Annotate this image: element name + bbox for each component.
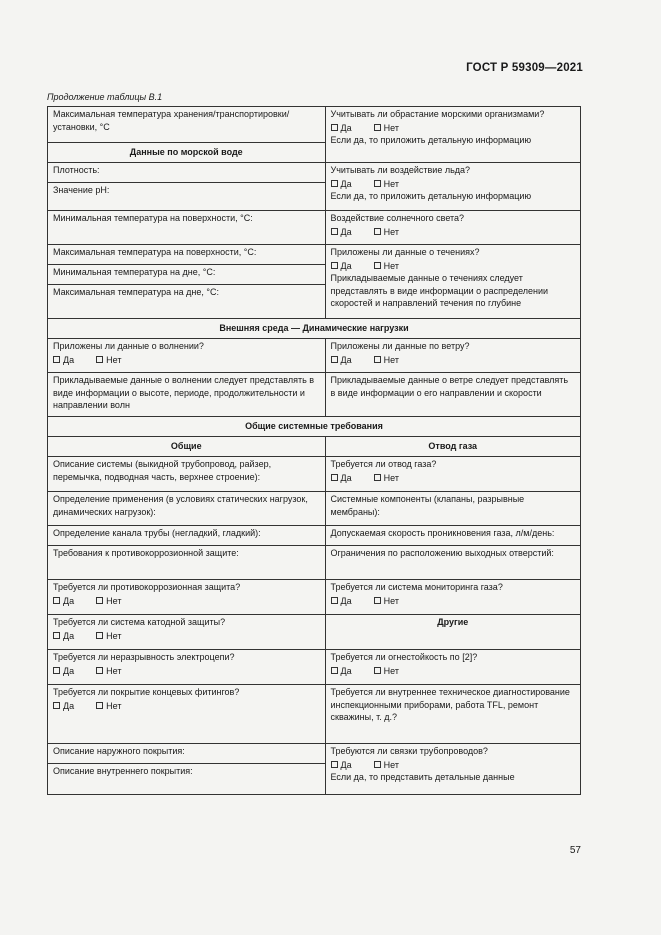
checkbox-icon[interactable]	[374, 356, 381, 363]
checkbox-icon[interactable]	[331, 262, 338, 269]
checkbox-icon[interactable]	[374, 761, 381, 768]
checkbox-icon[interactable]	[53, 632, 60, 639]
checkbox-icon[interactable]	[331, 124, 338, 131]
subheader-general: Общие	[48, 437, 326, 457]
checkbox-icon[interactable]	[331, 667, 338, 674]
cell-application-definition: Определение применения (в условиях статических нагрузок, динамических нагрузок):	[48, 492, 326, 526]
table-caption: Продолжение таблицы В.1	[47, 92, 163, 102]
subheader-gas-venting: Отвод газа	[325, 437, 581, 457]
cell-currents: Приложены ли данные о течениях? Да Нет Прикладываемые данные о течениях следует представлять в виде информации о распределении скоростей и направлений течения по глубине	[325, 245, 581, 319]
checkbox-icon[interactable]	[96, 702, 103, 709]
page-number: 57	[569, 845, 581, 856]
cell-ice: Учитывать ли воздействие льда? Да Нет Если да, то приложить детальную информацию	[325, 163, 581, 211]
cell-internal-coating: Описание внутреннего покрытия:	[48, 764, 326, 795]
cell-min-bottom-temp: Минимальная температура на дне, °С:	[48, 265, 326, 285]
cell-internal-inspection: Требуется ли внутреннее техническое диагностирование инспекционными приборами, работа TFL, ремонт скважины, т. д.?	[325, 685, 581, 744]
section-header-sea-water: Данные по морской воде	[48, 143, 326, 163]
checkbox-icon[interactable]	[96, 597, 103, 604]
cell-ph: Значение pH:	[48, 183, 326, 211]
checkbox-icon[interactable]	[53, 597, 60, 604]
checkbox-icon[interactable]	[374, 228, 381, 235]
cell-gas-monitoring: Требуется ли система мониторинга газа? Да Нет	[325, 580, 581, 615]
checkbox-icon[interactable]	[53, 356, 60, 363]
cell-gas-venting: Требуется ли отвод газа? Да Нет	[325, 457, 581, 492]
checkbox-icon[interactable]	[331, 761, 338, 768]
cell-wind-note: Прикладываемые данные о ветре следует представлять в виде информации о его направлении и скорости	[325, 373, 581, 417]
checkbox-icon[interactable]	[374, 597, 381, 604]
cell-bore-definition: Определение канала трубы (негладкий, гладкий):	[48, 526, 326, 546]
cell-max-surface-temp: Максимальная температура на поверхности, °С:	[48, 245, 326, 265]
checkbox-icon[interactable]	[331, 474, 338, 481]
checkbox-icon[interactable]	[96, 667, 103, 674]
document-number: ГОСТ Р 59309—2021	[466, 62, 583, 74]
checkbox-icon[interactable]	[374, 262, 381, 269]
checkbox-icon[interactable]	[374, 474, 381, 481]
checkbox-icon[interactable]	[331, 356, 338, 363]
cell-fouling: Учитывать ли обрастание морскими организмами? Да Нет Если да, то приложить детальную информацию	[325, 107, 581, 163]
cell-corrosion-protection: Требуется ли противокоррозионная защита? Да Нет	[48, 580, 326, 615]
section-header-general-requirements: Общие системные требования	[48, 417, 581, 437]
cell-cathodic-protection: Требуется ли система катодной защиты? Да Нет	[48, 615, 326, 650]
cell-fire-resistance: Требуется ли огнестойкость по [2]? Да Нет	[325, 650, 581, 685]
checkbox-icon[interactable]	[96, 356, 103, 363]
checkbox-icon[interactable]	[374, 124, 381, 131]
cell-min-surface-temp: Минимальная температура на поверхности, °С:	[48, 211, 326, 245]
checkbox-icon[interactable]	[331, 180, 338, 187]
checkbox-icon[interactable]	[331, 597, 338, 604]
cell-pipeline-bundles: Требуются ли связки трубопроводов? Да Нет Если да, то представить детальные данные	[325, 744, 581, 795]
checkbox-icon[interactable]	[331, 228, 338, 235]
cell-end-fitting-coating: Требуется ли покрытие концевых фитингов? Да Нет	[48, 685, 326, 744]
cell-max-bottom-temp: Максимальная температура на дне, °С:	[48, 285, 326, 319]
cell-max-storage-temp: Максимальная температура хранения/транспортировки/ установки, °С	[48, 107, 326, 143]
cell-waves-note: Прикладываемые данные о волнении следует представлять в виде информации о высоте, периоде, продолжительности и направлении волн	[48, 373, 326, 417]
section-header-dynamic-loads: Внешняя среда — Динамические нагрузки	[48, 319, 581, 339]
cell-waves: Приложены ли данные о волнении? Да Нет	[48, 339, 326, 373]
cell-external-coating: Описание наружного покрытия:	[48, 744, 326, 764]
cell-corrosion-requirements: Требования к противокоррозионной защите:	[48, 546, 326, 580]
cell-sun: Воздействие солнечного света? Да Нет	[325, 211, 581, 245]
cell-permeation-rate: Допускаемая скорость проникновения газа, л/м/день:	[325, 526, 581, 546]
cell-outlet-limits: Ограничения по расположению выходных отверстий:	[325, 546, 581, 580]
requirements-table	[47, 106, 581, 795]
cell-system-description: Описание системы (выкидной трубопровод, райзер, перемычка, подводная часть, верхнее строение):	[48, 457, 326, 492]
subheader-other: Другие	[325, 615, 581, 650]
cell-system-components: Системные компоненты (клапаны, разрывные мембраны):	[325, 492, 581, 526]
checkbox-icon[interactable]	[53, 702, 60, 709]
checkbox-icon[interactable]	[374, 180, 381, 187]
cell-electrical-continuity: Требуется ли неразрывность электроцепи? Да Нет	[48, 650, 326, 685]
checkbox-icon[interactable]	[374, 667, 381, 674]
checkbox-icon[interactable]	[53, 667, 60, 674]
checkbox-icon[interactable]	[96, 632, 103, 639]
cell-density: Плотность:	[48, 163, 326, 183]
cell-wind: Приложены ли данные по ветру? Да Нет	[325, 339, 581, 373]
